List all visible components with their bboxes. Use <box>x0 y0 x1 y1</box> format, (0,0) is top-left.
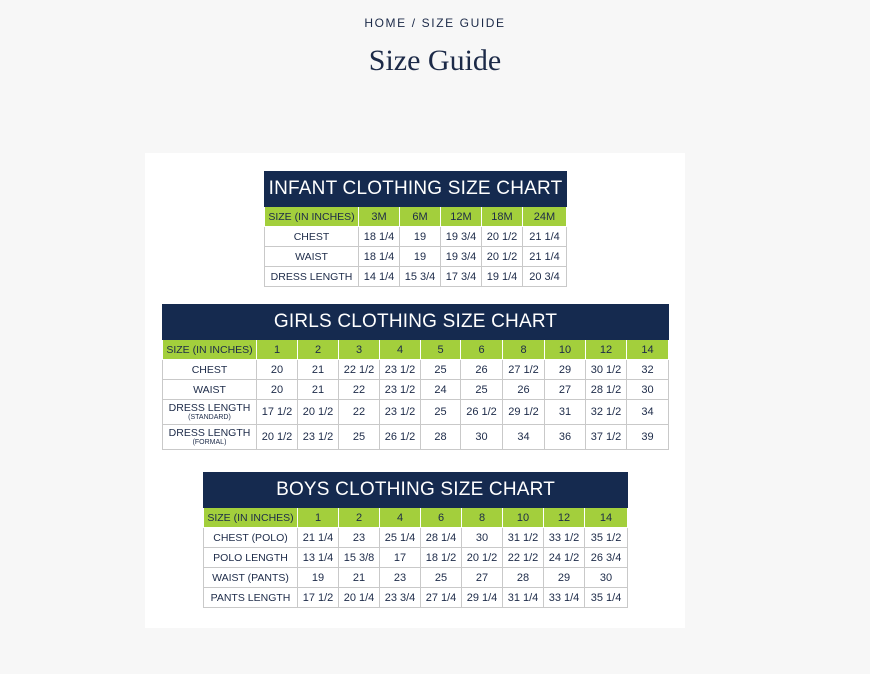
table-cell: 17 1/2 <box>298 588 339 608</box>
table-row <box>265 227 567 247</box>
table-cell: 30 <box>627 380 669 400</box>
table-row <box>265 267 567 287</box>
table-cell: 32 1/2 <box>586 400 627 425</box>
table-cell: 26 <box>503 380 545 400</box>
table-row <box>204 568 628 588</box>
table-cell: 39 <box>627 425 669 450</box>
table-cell: 26 3/4 <box>585 548 628 568</box>
table-cell: 25 <box>421 568 462 588</box>
table-cell: 28 <box>421 425 461 450</box>
row-label: DRESS LENGTH <box>265 267 359 287</box>
row-label-main: DRESS LENGTH <box>168 427 251 439</box>
table-cell: 18 1/4 <box>359 227 400 247</box>
table-cell: 18 1/2 <box>421 548 462 568</box>
table-cell: 25 <box>461 380 503 400</box>
row-label-sub: (STANDARD) <box>188 414 231 421</box>
table-cell: 30 <box>461 425 503 450</box>
breadcrumb-home-link[interactable]: HOME <box>364 16 407 30</box>
table-cell: 20 1/2 <box>462 548 503 568</box>
table-cell: 20 1/2 <box>298 400 339 425</box>
table-cell: 23 1/2 <box>380 360 421 380</box>
row-label: WAIST (PANTS) <box>204 568 298 588</box>
table-cell: 23 <box>339 528 380 548</box>
table-cell: 25 1/4 <box>380 528 421 548</box>
table-cell: 29 <box>544 568 585 588</box>
table-cell: 21 1/4 <box>298 528 339 548</box>
table-row <box>265 247 567 267</box>
table-cell: 24 <box>421 380 461 400</box>
row-label: WAIST <box>265 247 359 267</box>
boys-size-chart <box>203 472 628 608</box>
girls-size-col: 2 <box>298 340 339 360</box>
table-cell: 32 <box>627 360 669 380</box>
row-label-main: DRESS LENGTH <box>168 402 251 414</box>
table-cell: 20 1/2 <box>482 247 523 267</box>
table-cell: 21 1/4 <box>523 247 567 267</box>
table-cell: 36 <box>545 425 586 450</box>
table-cell: 25 <box>339 425 380 450</box>
table-cell: 13 1/4 <box>298 548 339 568</box>
boys-size-col: 6 <box>421 508 462 528</box>
table-cell: 20 1/4 <box>339 588 380 608</box>
table-cell: 29 1/4 <box>462 588 503 608</box>
page-title: Size Guide <box>368 44 502 77</box>
table-cell: 20 3/4 <box>523 267 567 287</box>
table-cell: 17 <box>380 548 421 568</box>
table-row <box>204 588 628 608</box>
table-cell: 30 <box>462 528 503 548</box>
table-cell: 23 1/2 <box>298 425 339 450</box>
table-cell: 28 <box>503 568 544 588</box>
table-cell: 27 <box>545 380 586 400</box>
table-cell: 20 1/2 <box>482 227 523 247</box>
table-cell: 22 <box>339 380 380 400</box>
table-cell: 31 <box>545 400 586 425</box>
row-label-sub: (FORMAL) <box>192 439 227 446</box>
boys-size-col: 10 <box>503 508 544 528</box>
breadcrumb <box>0 16 870 30</box>
girls-size-col: 8 <box>503 340 545 360</box>
table-cell: 23 3/4 <box>380 588 421 608</box>
boys-chart-title: BOYS CLOTHING SIZE CHART <box>204 473 628 508</box>
table-cell: 30 1/2 <box>586 360 627 380</box>
table-cell: 31 1/2 <box>503 528 544 548</box>
table-cell: 21 <box>339 568 380 588</box>
table-cell: 31 1/4 <box>503 588 544 608</box>
table-row <box>163 425 669 450</box>
table-cell: 20 <box>257 360 298 380</box>
table-cell: 19 3/4 <box>441 247 482 267</box>
table-cell: 26 <box>461 360 503 380</box>
table-cell: 25 <box>421 360 461 380</box>
table-cell: 15 3/8 <box>339 548 380 568</box>
table-cell: 27 1/4 <box>421 588 462 608</box>
table-cell: 19 1/4 <box>482 267 523 287</box>
table-cell: 22 1/2 <box>503 548 544 568</box>
row-label: POLO LENGTH <box>204 548 298 568</box>
table-cell: 19 <box>400 247 441 267</box>
boys-size-col: 8 <box>462 508 503 528</box>
row-label: PANTS LENGTH <box>204 588 298 608</box>
infant-size-chart <box>264 171 567 287</box>
girls-chart-title: GIRLS CLOTHING SIZE CHART <box>163 305 669 340</box>
table-cell: 26 1/2 <box>380 425 421 450</box>
table-cell: 22 1/2 <box>339 360 380 380</box>
table-cell: 33 1/2 <box>544 528 585 548</box>
table-row <box>163 400 669 425</box>
girls-size-col: 1 <box>257 340 298 360</box>
table-cell: 25 <box>421 400 461 425</box>
table-cell: 35 1/4 <box>585 588 628 608</box>
table-cell: 20 <box>257 380 298 400</box>
table-cell: 17 1/2 <box>257 400 298 425</box>
table-cell: 19 <box>298 568 339 588</box>
infant-size-3m: 3M <box>359 207 400 227</box>
breadcrumb-current: SIZE GUIDE <box>421 16 506 30</box>
infant-chart-title: INFANT CLOTHING SIZE CHART <box>265 172 567 207</box>
table-cell: 30 <box>585 568 628 588</box>
table-cell: 29 1/2 <box>503 400 545 425</box>
infant-size-6m: 6M <box>400 207 441 227</box>
table-row <box>163 380 669 400</box>
table-cell: 35 1/2 <box>585 528 628 548</box>
girls-size-col: 14 <box>627 340 669 360</box>
table-cell: 34 <box>503 425 545 450</box>
infant-size-18m: 18M <box>482 207 523 227</box>
table-cell: 28 1/2 <box>586 380 627 400</box>
table-cell: 19 3/4 <box>441 227 482 247</box>
table-cell: 23 1/2 <box>380 400 421 425</box>
table-cell: 34 <box>627 400 669 425</box>
table-cell: 19 <box>400 227 441 247</box>
table-cell: 27 1/2 <box>503 360 545 380</box>
breadcrumb-separator: / <box>411 16 417 30</box>
girls-size-col: 6 <box>461 340 503 360</box>
table-cell: 27 <box>462 568 503 588</box>
table-cell: 26 1/2 <box>461 400 503 425</box>
boys-size-col: 1 <box>298 508 339 528</box>
row-label <box>163 425 257 450</box>
table-cell: 29 <box>545 360 586 380</box>
table-cell: 23 <box>380 568 421 588</box>
table-cell: 14 1/4 <box>359 267 400 287</box>
table-cell: 28 1/4 <box>421 528 462 548</box>
table-cell: 17 3/4 <box>441 267 482 287</box>
table-cell: 37 1/2 <box>586 425 627 450</box>
row-label <box>163 400 257 425</box>
infant-size-12m: 12M <box>441 207 482 227</box>
girls-size-chart <box>162 304 669 450</box>
table-cell: 18 1/4 <box>359 247 400 267</box>
boys-size-col: 12 <box>544 508 585 528</box>
boys-size-col: 4 <box>380 508 421 528</box>
table-row <box>204 548 628 568</box>
table-cell: 22 <box>339 400 380 425</box>
infant-header-label: SIZE (IN INCHES) <box>265 207 359 227</box>
girls-header-label: SIZE (IN INCHES) <box>163 340 257 360</box>
table-row <box>204 528 628 548</box>
table-cell: 24 1/2 <box>544 548 585 568</box>
girls-size-col: 3 <box>339 340 380 360</box>
girls-size-col: 12 <box>586 340 627 360</box>
table-cell: 21 1/4 <box>523 227 567 247</box>
table-cell: 21 <box>298 360 339 380</box>
boys-size-col: 14 <box>585 508 628 528</box>
girls-size-col: 10 <box>545 340 586 360</box>
table-cell: 21 <box>298 380 339 400</box>
row-label: CHEST (POLO) <box>204 528 298 548</box>
girls-size-col: 5 <box>421 340 461 360</box>
table-row <box>163 360 669 380</box>
boys-header-label: SIZE (IN INCHES) <box>204 508 298 528</box>
row-label: CHEST <box>163 360 257 380</box>
infant-size-24m: 24M <box>523 207 567 227</box>
table-cell: 23 1/2 <box>380 380 421 400</box>
table-cell: 15 3/4 <box>400 267 441 287</box>
row-label: WAIST <box>163 380 257 400</box>
girls-size-col: 4 <box>380 340 421 360</box>
boys-size-col: 2 <box>339 508 380 528</box>
row-label: CHEST <box>265 227 359 247</box>
table-cell: 20 1/2 <box>257 425 298 450</box>
size-chart-image <box>145 153 685 628</box>
table-cell: 33 1/4 <box>544 588 585 608</box>
